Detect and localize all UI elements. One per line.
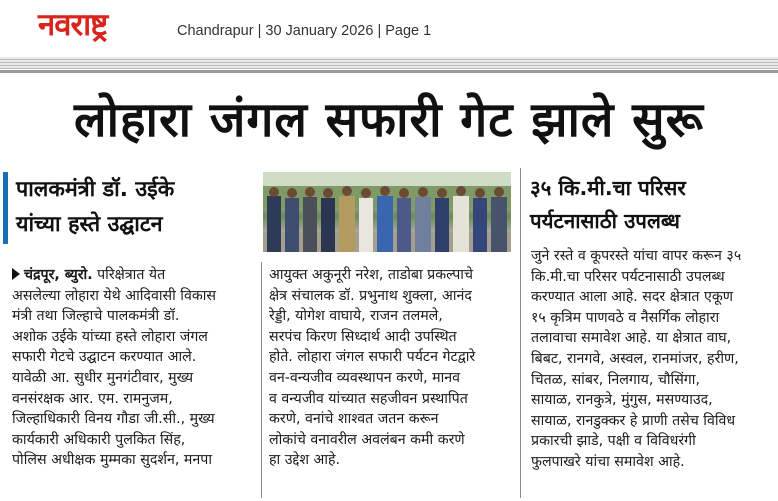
edition-info: Chandrapur | 30 January 2026 | Page 1 xyxy=(177,23,432,39)
article-line: अशोक उईके यांच्या हस्ते लोहारा जंगल xyxy=(12,328,208,345)
article-line: तलावाचा समावेश आहे. या क्षेत्रात वाघ, xyxy=(531,330,732,347)
article-line: बिबट, रानगवे, अस्वल, रानमांजर, हरीण, xyxy=(531,350,739,367)
group-photo-illustration xyxy=(263,172,511,252)
subhead-right-line-2: पर्यटनासाठी उपलब्ध xyxy=(530,209,680,233)
article-line: करणे, वनांचे शाश्वत जतन करून xyxy=(269,411,439,428)
article-line: होते. लोहारा जंगल सफारी पर्यटन गेटद्वारे xyxy=(269,349,476,366)
bullet-triangle-icon xyxy=(12,268,20,280)
article-line: वनसंरक्षक आर. एम. रामनुजम, xyxy=(12,390,173,407)
article-line: चंद्रपूर, ब्युरो. परिक्षेत्रात येत xyxy=(12,265,255,286)
subhead-left-line-2: यांच्या हस्ते उद्घाटन xyxy=(16,212,163,237)
article-line: मंत्री तथा जिल्हाचे पालकमंत्री डॉ. xyxy=(12,308,180,325)
article-line: क्षेत्र संचालक डॉ. प्रभुनाथ शुक्ला, आनंद xyxy=(269,287,472,304)
newspaper-logo: नवराष्ट्र xyxy=(38,7,108,43)
subhead-right-line-1: ३५ कि.मी.चा परिसर xyxy=(530,176,686,200)
article-line: पोलिस अधीक्षक मुम्मका सुदर्शन, मनपा xyxy=(12,452,212,469)
article-line: जिल्हाधिकारी विनय गौडा जी.सी., मुख्य xyxy=(12,411,215,428)
article-line: चितळ, सांबर, निलगाय, चौसिंगा, xyxy=(531,371,700,388)
article-line: सायाळ, रानडुक्कर हे प्राणी तसेच विविध xyxy=(531,412,736,429)
article-column-1 xyxy=(12,265,255,471)
article-line: करण्यात आला आहे. सदर क्षेत्रात एकूण xyxy=(531,289,734,306)
article-line: यावेळी आ. सुधीर मुनगंटीवार, मुख्य xyxy=(12,369,194,386)
dateline: चंद्रपूर, ब्युरो. xyxy=(24,267,93,283)
subhead-left-line-1: पालकमंत्री डॉ. उईके xyxy=(16,177,175,202)
article-line: वन-वन्यजीव व्यवस्थापन करणे, मानव xyxy=(269,369,461,386)
header-divider xyxy=(0,70,778,73)
column-divider-2 xyxy=(520,168,521,498)
article-line: जुने रस्ते व कूपरस्ते यांचा वापर करून ३५ xyxy=(531,248,742,264)
masthead xyxy=(0,0,778,55)
article-line: १५ कृत्रिम पाणवठे व नैसर्गिक लोहारा xyxy=(531,309,720,326)
column-divider-1 xyxy=(261,262,262,498)
article-line: रेड्डी, योगेश वाघाये, राजन तलमले, xyxy=(269,308,443,325)
article-line: फुलपाखरे यांचा समावेश आहे. xyxy=(531,453,685,470)
header-band xyxy=(0,57,778,69)
article-line: हा उद्देश आहे. xyxy=(269,452,341,469)
article-column-3 xyxy=(531,246,773,473)
subhead-right xyxy=(530,172,778,246)
article-line: प्रकारची झाडे, पक्षी व विविधरंगी xyxy=(531,433,696,450)
page-headline: लोहारा जंगल सफारी गेट झाले सुरू xyxy=(74,92,704,148)
article-line: सरपंच किरण सिध्दार्थ आदी उपस्थित xyxy=(269,328,457,345)
article-line: कि.मी.चा परिसर पर्यटनासाठी उपलब्ध xyxy=(531,268,725,285)
news-photo xyxy=(263,172,511,252)
subhead-left xyxy=(16,172,258,246)
article-line: व वन्यजीव यांच्यात सहजीवन प्रस्थापित xyxy=(269,390,468,407)
subhead-accent-bar xyxy=(3,172,8,244)
article-line: कार्यकारी अधिकारी पुलकित सिंह, xyxy=(12,431,186,448)
article-line: असलेल्या लोहारा येथे आदिवासी विकास xyxy=(12,287,217,304)
article-column-2 xyxy=(269,265,511,471)
article-line: लोकांचे वनावरील अवलंबन कमी करणे xyxy=(269,431,465,448)
article-line: आयुक्त अकुनूरी नरेश, ताडोबा प्रकल्पाचे xyxy=(269,267,473,283)
article-line: सफारी गेटचे उद्घाटन करण्यात आले. xyxy=(12,349,197,366)
article-line: सायाळ, रानकुत्रे, मुंगुस, मसण्याउद, xyxy=(531,392,713,409)
